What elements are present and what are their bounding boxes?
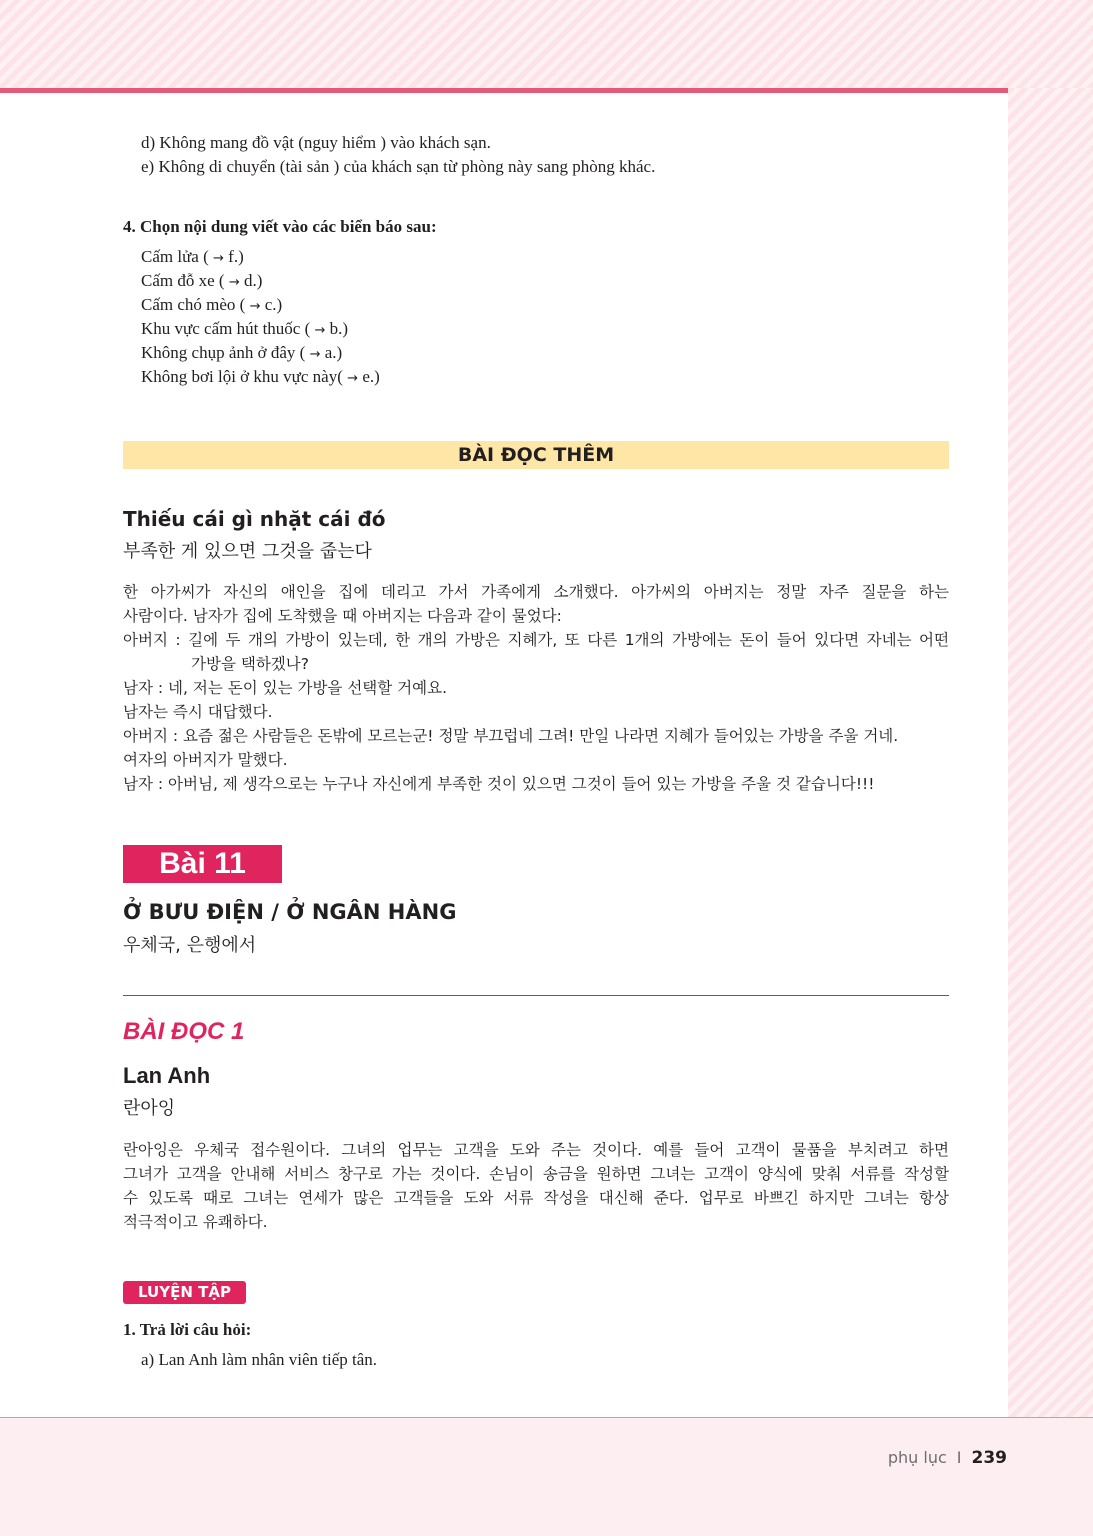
prev-item-d: d) Không mang đồ vật (nguy hiểm ) vào khách sạn. bbox=[141, 133, 491, 152]
extra-reading-banner: BÀI ĐỌC THÊM bbox=[123, 441, 949, 469]
story-line: 한 아가씨가 자신의 애인을 집에 데리고 가서 가족에게 소개했다. 아가씨의 아버지는 정말 자주 질문을 하는 bbox=[123, 583, 949, 601]
reading-1-line: 그녀가 고객을 안내해 서비스 창구로 가는 것이다. 손님이 송금을 원하면 그녀는 고객이 양식에 맞춰 서류를 작성할 bbox=[123, 1165, 949, 1183]
arrow-icon: → bbox=[249, 299, 261, 314]
arrow-icon: → bbox=[228, 275, 240, 290]
answer-a: a) Lan Anh làm nhân viên tiếp tân. bbox=[141, 1350, 378, 1369]
reading-1-line: 적극적이고 유쾌하다. bbox=[123, 1213, 268, 1231]
reading-1-name-korean: 란아잉 bbox=[123, 1098, 176, 1119]
bottom-decorative-band bbox=[0, 1418, 1093, 1536]
exercise-4-item: Cấm chó mèo ( → c.) bbox=[141, 295, 283, 314]
arrow-icon: → bbox=[213, 251, 224, 266]
narration-1: 남자는 즉시 대답했다. bbox=[123, 703, 273, 721]
dialogue-man-1: 남자 : 네, 저는 돈이 있는 가방을 선택할 거예요. bbox=[123, 679, 448, 697]
dialogue-father-2: 아버지 : 요즘 젊은 사람들은 돈밖에 모르는군! 정말 부끄럽네 그려! 만일 나라면 지혜가 들어있는 가방을 주울 거네. bbox=[123, 727, 899, 745]
page-footer bbox=[888, 1448, 1007, 1468]
reading-1-line: 수 있도록 때로 그녀는 연세가 많은 고객들을 도와 서류 작성을 대신해 준다. 업무로 바쁘긴 하지만 그녀는 항상 bbox=[123, 1189, 949, 1207]
exercise-4-title: 4. Chọn nội dung viết vào các biển báo sau: bbox=[123, 217, 437, 236]
top-decorative-band bbox=[0, 0, 1093, 88]
footer-separator: I bbox=[956, 1448, 962, 1467]
prev-item-e: e) Không di chuyển (tài sản ) của khách sạn từ phòng này sang phòng khác. bbox=[141, 157, 656, 176]
reading-1-name: Lan Anh bbox=[123, 1063, 211, 1088]
arrow-icon: → bbox=[347, 371, 359, 386]
question-1-title: 1. Trả lời câu hỏi: bbox=[123, 1320, 252, 1339]
narration-2: 여자의 아버지가 말했다. bbox=[123, 751, 288, 769]
exercise-4-item: Cấm đỗ xe ( → d.) bbox=[141, 271, 263, 290]
extra-reading-title: Thiếu cái gì nhặt cái đó bbox=[123, 507, 386, 531]
practice-badge: LUYỆN TẬP bbox=[123, 1281, 246, 1304]
arrow-icon: → bbox=[309, 347, 321, 362]
lesson-title: Ở BƯU ĐIỆN / Ở NGÂN HÀNG bbox=[123, 900, 457, 924]
page-number: 239 bbox=[971, 1448, 1007, 1468]
side-decorative-band bbox=[1008, 88, 1093, 1418]
lesson-number-box bbox=[123, 845, 282, 883]
dialogue-father-1-cont: 가방을 택하겠나? bbox=[191, 655, 309, 673]
dialogue-father-1: 아버지 : 길에 두 개의 가방이 있는데, 한 개의 가방은 지혜가, 또 다른 1개의 가방에는 돈이 들어 있다면 자네는 어떤 bbox=[123, 631, 949, 649]
reading-1-line: 란아잉은 우체국 접수원이다. 그녀의 업무는 고객을 도와 주는 것이다. 예를 들어 고객이 물품을 부치려고 하면 bbox=[123, 1141, 949, 1159]
reading-1-title: BÀI ĐỌC 1 bbox=[123, 1018, 245, 1045]
exercise-4-item: Khu vực cấm hút thuốc ( → b.) bbox=[141, 319, 349, 338]
exercise-4-item: Không bơi lội ở khu vực này( → e.) bbox=[141, 367, 380, 386]
exercise-4-item: Cấm lửa ( → f.) bbox=[141, 247, 244, 266]
top-accent-line bbox=[0, 88, 1008, 93]
footer-section: phụ lục bbox=[887, 1448, 947, 1467]
extra-reading-title-korean: 부족한 게 있으면 그것을 줍는다 bbox=[123, 541, 372, 562]
dialogue-man-2: 남자 : 아버님, 제 생각으로는 누구나 자신에게 부족한 것이 있으면 그것이 들어 있는 가방을 주울 것 같습니다!!! bbox=[123, 775, 875, 793]
story-line: 사람이다. 남자가 집에 도착했을 때 아버지는 다음과 같이 물었다: bbox=[123, 607, 562, 625]
section-divider bbox=[123, 995, 949, 996]
exercise-4-item: Không chụp ảnh ở đây ( → a.) bbox=[141, 343, 343, 362]
lesson-title-korean: 우체국, 은행에서 bbox=[123, 935, 257, 956]
lesson-number: Bài 11 bbox=[159, 847, 246, 880]
arrow-icon: → bbox=[314, 323, 326, 338]
